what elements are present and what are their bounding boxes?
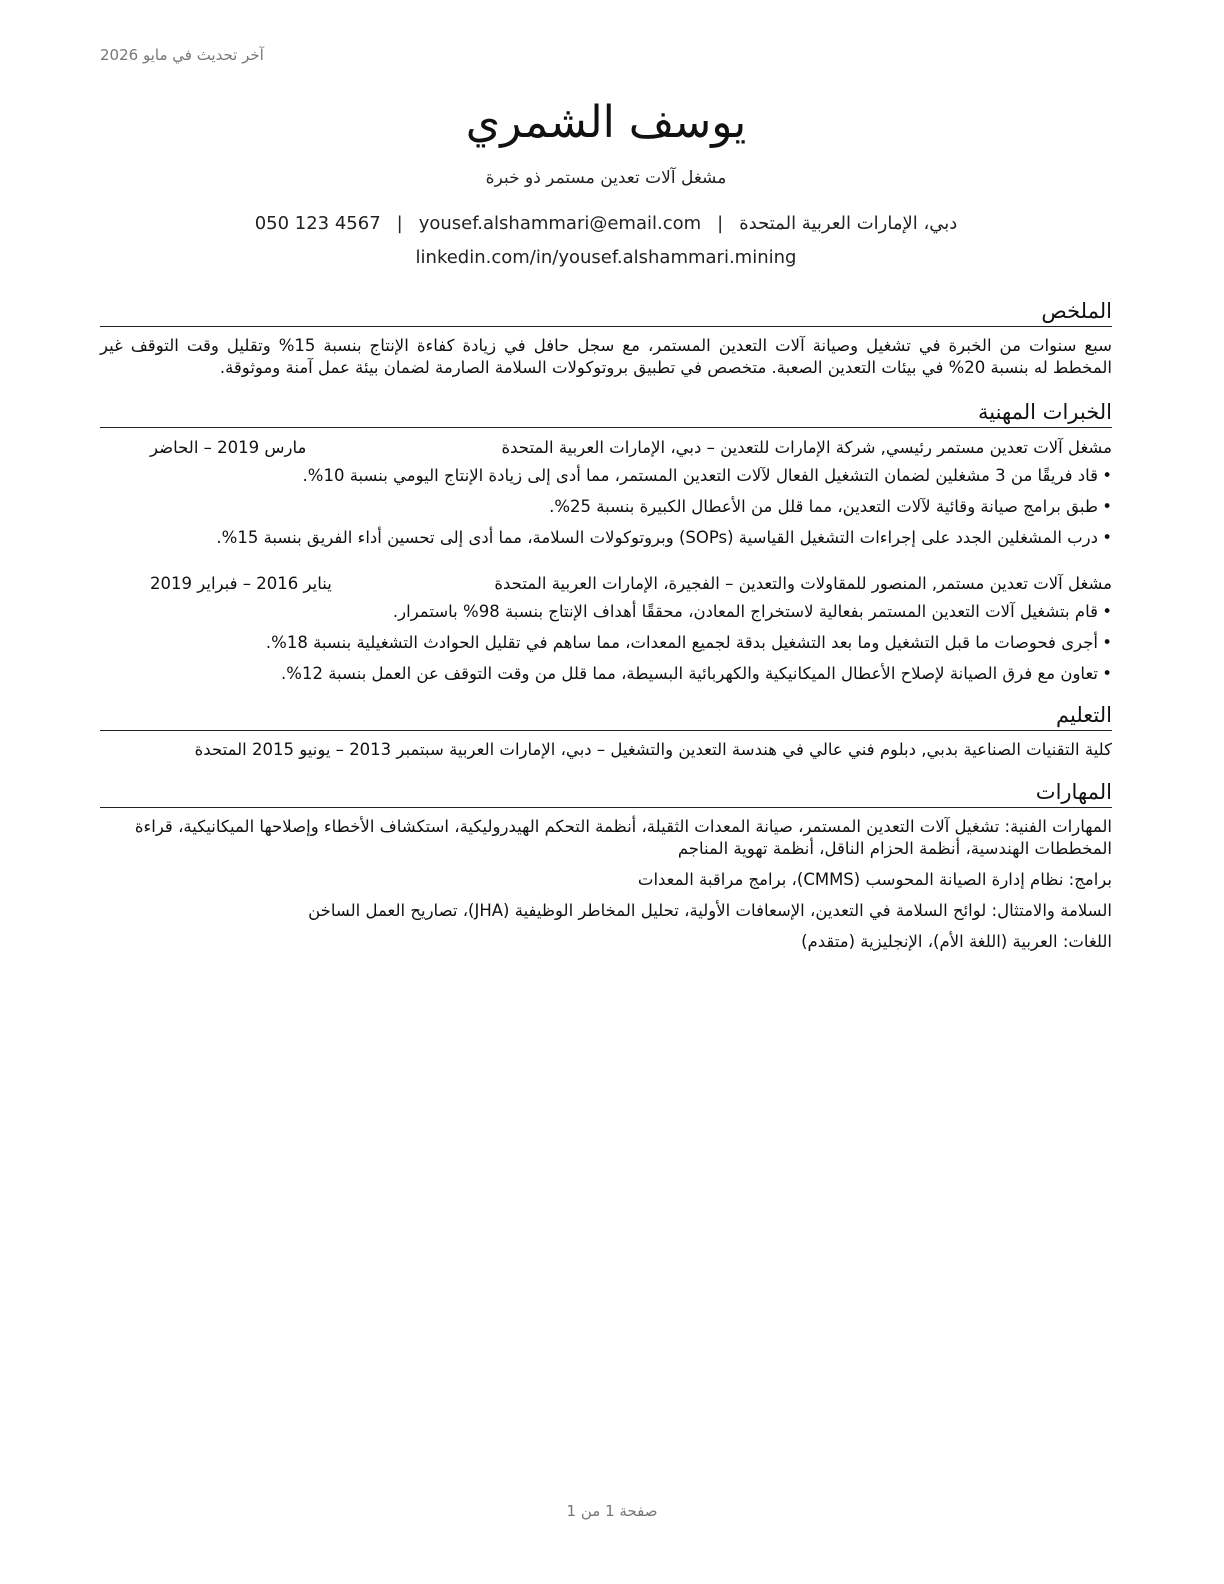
job-bullet: [100, 464, 1112, 488]
skill-line-technical: المهارات الفنية: تشغيل آلات التعدين المستمر، صيانة المعدات الثقيلة، أنظمة التحكم الهيدروليكية، استكشاف الأخطاء وإصلاحها الميكانيكية، قراءة المخططات الهندسية، أنظمة الحزام الناقل، أنظمة تهوية المناجم: [134, 817, 1112, 858]
job-bullets: [100, 464, 1112, 550]
contact-phone: 050 123 4567: [254, 213, 381, 234]
experience-section: [100, 399, 1112, 686]
bullet-text: درب المشغلين الجدد على إجراءات التشغيل القياسية (SOPs) وبروتوكولات السلامة، مما أدى إلى تحسين أداء الفريق بنسبة 15%.: [216, 528, 1098, 547]
contact-row: [100, 244, 1112, 272]
section-heading-skills: المهارات: [100, 779, 1112, 808]
skills-section: [100, 779, 1112, 953]
candidate-title: مشغل آلات تعدين مستمر ذو خبرة: [485, 168, 727, 188]
summary-text: سبع سنوات من الخبرة في تشغيل وصيانة آلات التعدين المستمر، مع سجل حافل في زيادة كفاءة الإنتاج بنسبة 15% وتقليل وقت التوقف غير المخطط له بنسبة 20% في بيئات التعدين الصعبة. متخصص في تطبيق بروتوكولات السلامة الصارمة لضمان بيئة عمل آمنة وموثوقة.: [100, 336, 1112, 377]
section-heading-experience: الخبرات المهنية: [100, 399, 1112, 428]
bullet-dot: •: [1102, 602, 1112, 621]
education-entry: كلية التقنيات الصناعية بدبي, دبلوم فني عالي في هندسة التعدين والتشغيل – دبي، الإمارات العربية سبتمبر 2013 – يونيو 2015 المتحدة: [194, 740, 1112, 759]
job-entry: [100, 436, 1112, 550]
job-entry: [100, 572, 1112, 686]
job-dates: مارس 2019 – الحاضر: [150, 438, 307, 457]
job-header: [100, 572, 1112, 596]
bullet-dot: •: [1102, 664, 1112, 683]
last-updated-note: آخر تحديث في مايو 2026: [100, 46, 264, 64]
job-dates: يناير 2016 – فبراير 2019: [150, 574, 332, 593]
bullet-text: تعاون مع فرق الصيانة لإصلاح الأعطال الميكانيكية والكهربائية البسيطة، مما قلل من وقت التوقف عن العمل بنسبة 12%.: [281, 664, 1098, 683]
page-number: صفحة 1 من 1: [566, 1502, 658, 1520]
summary-section: [100, 298, 1112, 379]
section-heading-summary: الملخص: [100, 298, 1112, 327]
bullet-text: أجرى فحوصات ما قبل التشغيل وما بعد التشغيل بدقة لجميع المعدات، مما ساهم في تقليل الحوادث التشغيلية بنسبة 18%.: [265, 633, 1098, 652]
candidate-name: يوسف الشمري: [465, 97, 747, 148]
contact-email[interactable]: yousef.alshammari@email.com: [418, 213, 702, 234]
education-section: [100, 702, 1112, 761]
skill-line-safety: السلامة والامتثال: لوائح السلامة في التعدين، الإسعافات الأولية، تحليل المخاطر الوظيفية (JHA)، تصاريح العمل الساخن: [308, 901, 1112, 920]
bullet-text: قام بتشغيل آلات التعدين المستمر بفعالية لاستخراج المعادن، محققًا أهداف الإنتاج بنسبة 98% باستمرار.: [392, 602, 1098, 621]
bullet-text: قاد فريقًا من 3 مشغلين لضمان التشغيل الفعال لآلات التعدين المستمر، مما أدى إلى زيادة الإنتاج اليومي بنسبة 10%.: [302, 466, 1098, 485]
job-bullets: [100, 600, 1112, 686]
bullet-dot: •: [1102, 466, 1112, 485]
job-bullet: [100, 662, 1112, 686]
job-bullet: [100, 526, 1112, 550]
contact-info: [100, 210, 1112, 272]
job-role-company: مشغل آلات تعدين مستمر, المنصور للمقاولات والتعدين – الفجيرة، الإمارات العربية المتحدة: [494, 574, 1112, 593]
contact-location: دبي، الإمارات العربية المتحدة: [739, 213, 958, 234]
job-bullet: [100, 495, 1112, 519]
resume-page: [100, 0, 1112, 962]
skill-line-languages: اللغات: العربية (اللغة الأم)، الإنجليزية (متقدم): [801, 932, 1112, 951]
skill-line-software: برامج: نظام إدارة الصيانة المحوسب (CMMS)، برامج مراقبة المعدات: [637, 870, 1112, 889]
job-bullet: [100, 600, 1112, 624]
contact-separator: |: [717, 213, 724, 234]
section-heading-education: التعليم: [100, 702, 1112, 731]
contact-row: [100, 210, 1112, 238]
contact-separator: |: [396, 213, 403, 234]
bullet-dot: •: [1102, 633, 1112, 652]
resume-header: [100, 0, 1112, 272]
job-bullet: [100, 631, 1112, 655]
contact-linkedin[interactable]: linkedin.com/in/yousef.alshammari.mining: [415, 247, 797, 268]
bullet-dot: •: [1102, 497, 1112, 516]
bullet-text: طبق برامج صيانة وقائية لآلات التعدين، مما قلل من الأعطال الكبيرة بنسبة 25%.: [549, 497, 1098, 516]
bullet-dot: •: [1102, 528, 1112, 547]
job-role-company: مشغل آلات تعدين مستمر رئيسي, شركة الإمارات للتعدين – دبي، الإمارات العربية المتحدة: [501, 438, 1112, 457]
job-header: [100, 436, 1112, 460]
